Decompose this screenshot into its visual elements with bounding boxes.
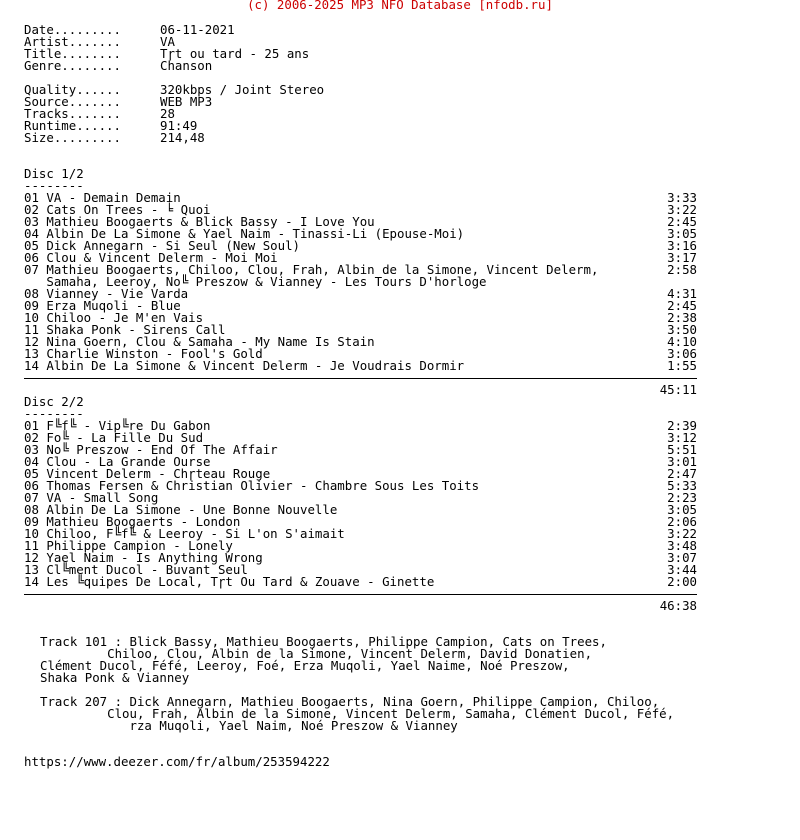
track-duration: 3:44 <box>667 562 697 577</box>
info-row-value: VA <box>160 34 175 49</box>
info-row-value: 06-11-2021 <box>160 22 235 37</box>
track-duration: 3:07 <box>667 550 697 565</box>
album-url: https://www.deezer.com/fr/album/253594222 <box>24 754 330 769</box>
track-title: 08 Albin De La Simone - Une Bonne Nouvelle <box>24 502 338 517</box>
track-title: 06 Clou & Vincent Delerm - Moi Moi <box>24 250 278 265</box>
credits-line: Track 101 : Blick Bassy, Mathieu Boogaerts, Philippe Campion, Cats on Trees, <box>40 634 607 649</box>
quality-row-label: Runtime...... <box>24 118 121 133</box>
quality-row-value: 320kbps / Joint Stereo <box>160 82 325 97</box>
track-title: 01 F╚f╚ - Vip╚re Du Gabon <box>24 418 211 433</box>
track-duration: 2:39 <box>667 418 697 433</box>
quality-row <box>24 120 704 132</box>
track-title: 05 Dick Annegarn - Si Seul (New Soul) <box>24 238 301 253</box>
info-row <box>24 48 704 60</box>
track-duration: 3:01 <box>667 454 697 469</box>
track-title: 10 Chiloo, F╚f╚ & Leeroy - Si L'on S'aimait <box>24 526 345 541</box>
track-duration: 3:12 <box>667 430 697 445</box>
track-title: 04 Albin De La Simone & Yael Naim - Tinassi-Li (Epouse-Moi) <box>24 226 465 241</box>
track-duration: 3:06 <box>667 346 697 361</box>
track-duration: 2:38 <box>667 310 697 325</box>
info-row-value: Tɼt ou tard - 25 ans <box>160 46 310 61</box>
track-duration: 2:06 <box>667 514 697 529</box>
track-duration: 3:17 <box>667 250 697 265</box>
track-duration: 2:00 <box>667 574 697 589</box>
track-duration: 3:16 <box>667 238 697 253</box>
disc1-divider <box>24 378 697 379</box>
info-row-value: Chanson <box>160 58 213 73</box>
quality-row-value: 91:49 <box>160 118 198 133</box>
quality-row-label: Tracks....... <box>24 106 121 121</box>
disc2-title: Disc 2/2 <box>24 394 84 409</box>
track-duration: 4:31 <box>667 286 697 301</box>
quality-row <box>24 96 704 108</box>
track-duration: 2:58 <box>667 262 697 277</box>
disc1-total: 45:11 <box>659 382 697 397</box>
track-title: 13 Cl╚ment Ducol - Buvant Seul <box>24 562 248 577</box>
track-title: 11 Philippe Campion - Lonely <box>24 538 233 553</box>
track-title: 03 No╚ Preszow - End Of The Affair <box>24 442 278 457</box>
track-title: 07 VA - Small Song <box>24 490 159 505</box>
track-title: 10 Chiloo - Je M'en Vais <box>24 310 204 325</box>
track-title: 13 Charlie Winston - Fool's Gold <box>24 346 263 361</box>
track-title: 14 Albin De La Simone & Vincent Delerm - Je Voudrais Dormir <box>24 358 465 373</box>
quality-row-value: 214,48 <box>160 130 205 145</box>
quality-row <box>24 108 704 120</box>
info-row-label: Date......... <box>24 22 121 37</box>
track-duration: 3:48 <box>667 538 697 553</box>
info-row <box>24 24 704 36</box>
track-duration: 1:55 <box>667 358 697 373</box>
track-duration: 3:50 <box>667 322 697 337</box>
disc2-underline: -------- <box>24 406 84 421</box>
info-row <box>24 36 704 48</box>
track-title: Samaha, Leeroy, No╚ Preszow & Vianney - Les Tours D'horloge <box>24 274 487 289</box>
track-title: 03 Mathieu Boogaerts & Blick Bassy - I Love You <box>24 214 375 229</box>
track-duration: 3:22 <box>667 202 697 217</box>
track-title: 11 Shaka Ponk - Sirens Call <box>24 322 226 337</box>
quality-row-value: WEB MP3 <box>160 94 213 109</box>
credits-line: Clément Ducol, Féfé, Leeroy, Foé, Erza Muqoli, Yael Naime, Noé Preszow, <box>40 658 570 673</box>
quality-row <box>24 84 704 96</box>
track-row <box>24 576 704 588</box>
credits-line: Shaka Ponk & Vianney <box>40 670 190 685</box>
disc2-divider <box>24 594 697 595</box>
track-duration: 3:05 <box>667 226 697 241</box>
info-row-label: Genre........ <box>24 58 121 73</box>
disc2-total: 46:38 <box>659 598 697 613</box>
quality-row <box>24 132 704 144</box>
credits-line: Track 207 : Dick Annegarn, Mathieu Boogaerts, Nina Goern, Philippe Campion, Chiloo, <box>40 694 660 709</box>
track-duration: 2:45 <box>667 298 697 313</box>
credits-line: Clou, Frah, Albin de la Simone, Vincent Delerm, Samaha, Clément Ducol, Féfé, <box>40 706 675 721</box>
track-duration: 5:33 <box>667 478 697 493</box>
track-title: 08 Vianney - Vie Varda <box>24 286 189 301</box>
track-duration: 3:05 <box>667 502 697 517</box>
track-duration: 4:10 <box>667 334 697 349</box>
track-title: 01 VA - Demain Demain <box>24 190 181 205</box>
quality-row-label: Size......... <box>24 130 121 145</box>
track-duration: 2:45 <box>667 214 697 229</box>
track-title: 09 Erza Muqoli - Blue <box>24 298 181 313</box>
quality-row-label: Quality...... <box>24 82 121 97</box>
track-title: 04 Clou - La Grande Ourse <box>24 454 211 469</box>
quality-row-label: Source....... <box>24 94 121 109</box>
track-duration: 5:51 <box>667 442 697 457</box>
track-title: 02 Fo╚ - La Fille Du Sud <box>24 430 204 445</box>
track-title: 14 Les ╚quipes De Local, Tɼt Ou Tard & Zouave - Ginette <box>24 574 435 589</box>
track-duration: 2:47 <box>667 466 697 481</box>
disc1-underline: -------- <box>24 178 84 193</box>
track-title: 02 Cats On Trees - ╘ Quoi <box>24 202 211 217</box>
track-duration: 3:33 <box>667 190 697 205</box>
track-title: 09 Mathieu Boogaerts - London <box>24 514 241 529</box>
info-row <box>24 60 704 72</box>
info-row-label: Artist....... <box>24 34 121 49</box>
track-title: 07 Mathieu Boogaerts, Chiloo, Clou, Frah, Albin de la Simone, Vincent Delerm, <box>24 262 599 277</box>
disc1-title: Disc 1/2 <box>24 166 84 181</box>
track-title: 12 Yael Naim - Is Anything Wrong <box>24 550 263 565</box>
info-row-label: Title........ <box>24 46 121 61</box>
track-title: 12 Nina Goern, Clou & Samaha - My Name Is Stain <box>24 334 375 349</box>
track-duration: 2:23 <box>667 490 697 505</box>
quality-row-value: 28 <box>160 106 175 121</box>
track-title: 05 Vincent Delerm - Chɼteau Rouge <box>24 466 271 481</box>
track-title: 06 Thomas Fersen & Christian Olivier - Chambre Sous Les Toits <box>24 478 480 493</box>
track-row <box>24 360 704 372</box>
credits-line: Chiloo, Clou, Albin de la Simone, Vincent Delerm, David Donatien, <box>40 646 593 661</box>
credits-line: rza Muqoli, Yael Naim, Noé Preszow & Vianney <box>40 718 458 733</box>
track-duration: 3:22 <box>667 526 697 541</box>
site-header: (c) 2006-2025 MP3 NFO Database [nfodb.ru] <box>247 0 553 12</box>
